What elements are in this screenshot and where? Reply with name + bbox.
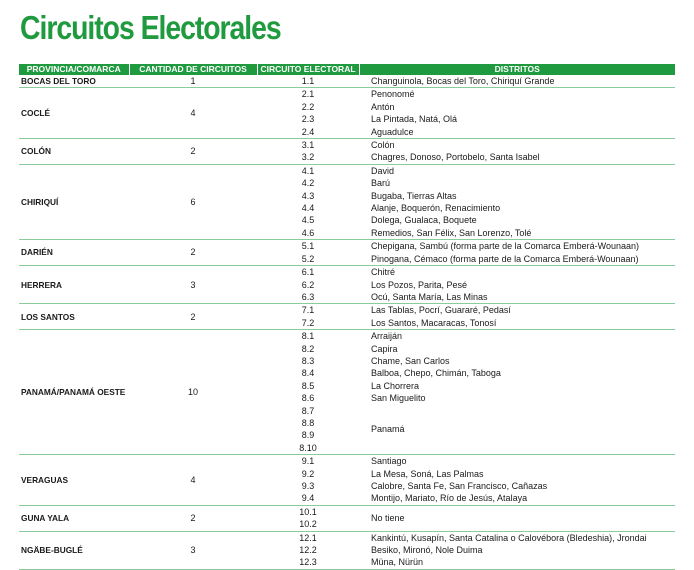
- province-name: NGÄBE-BUGLÉ: [19, 531, 129, 569]
- table-row: [19, 505, 675, 518]
- circuit-code: 8.8: [301, 417, 315, 428]
- districts: Chame, San Carlos: [371, 355, 450, 366]
- districts: Colón: [371, 140, 395, 151]
- circuit-code: 9.4: [257, 492, 359, 505]
- circuit-code: 8.9: [301, 430, 315, 441]
- districts: La Mesa, Soná, Las Palmas: [371, 468, 484, 479]
- districts: Dolega, Gualaca, Boquete: [371, 215, 477, 226]
- circuit-code: 6.1: [301, 267, 315, 278]
- header-provincia: PROVINCIA/COMARCA: [19, 64, 129, 75]
- province-name: CHIRIQUÍ: [19, 164, 129, 239]
- circuit-code: 3.1: [301, 140, 315, 151]
- province-name: COLÓN: [19, 139, 129, 165]
- table-row: [19, 240, 675, 253]
- districts: Besiko, Mironó, Nole Duima: [371, 545, 483, 556]
- districts: La Pintada, Natá, Olá: [371, 114, 458, 125]
- table-row: [19, 88, 675, 101]
- districts: Las Tablas, Pocrí, Guararé, Pedasí: [371, 305, 511, 316]
- districts: Penonomé: [371, 89, 415, 100]
- circuit-code: 8.6: [301, 393, 315, 404]
- circuit-code: 1.1: [257, 75, 359, 88]
- page-title: Circuitos Electorales: [20, 9, 281, 46]
- circuit-count: 3: [129, 266, 257, 304]
- circuit-count: 3: [129, 531, 257, 569]
- table-row: [19, 139, 675, 152]
- circuit-code: 12.3: [257, 556, 359, 569]
- province-name: VERAGUAS: [19, 455, 129, 506]
- province-name: HERRERA: [19, 266, 129, 304]
- circuit-count: 6: [129, 164, 257, 239]
- districts: Müna, Nürün: [359, 556, 675, 569]
- circuit-code: 4.6: [257, 227, 359, 240]
- table-row: [19, 266, 675, 279]
- circuit-code: 9.3: [301, 481, 315, 491]
- districts: Los Santos, Macaracas, Tonosí: [359, 317, 675, 330]
- table-row: [19, 164, 675, 177]
- districts: Remedios, San Félix, San Lorenzo, Tolé: [359, 227, 675, 240]
- circuit-code: 10.2: [257, 518, 359, 531]
- province-name: COCLÉ: [19, 88, 129, 139]
- circuit-code: 6.3: [257, 291, 359, 304]
- province-name: GUNA YALA: [19, 505, 129, 531]
- districts: Changuinola, Bocas del Toro, Chiriquí Grande: [359, 75, 675, 88]
- districts: La Chorrera: [371, 380, 420, 391]
- districts: San Miguelito: [371, 393, 426, 404]
- circuit-code: 7.2: [257, 317, 359, 330]
- circuit-code: 8.4: [301, 368, 315, 379]
- table-row: [19, 304, 675, 317]
- circuits-table: [19, 64, 675, 570]
- circuit-count: 2: [129, 240, 257, 266]
- districts: Arraiján: [371, 331, 403, 342]
- districts: Pinogana, Cémaco (forma parte de la Comarca Emberá-Wounaan): [359, 253, 675, 266]
- districts: Aguadulce: [359, 126, 675, 139]
- circuit-count: 10: [129, 330, 257, 455]
- circuit-code: 8.10: [257, 442, 359, 455]
- circuit-code: 6.2: [301, 279, 315, 290]
- circuit-code: 8.5: [301, 380, 315, 391]
- circuit-code: 5.2: [257, 253, 359, 266]
- circuit-code: 9.2: [301, 468, 315, 479]
- districts: Antón: [371, 101, 395, 112]
- shared-districts: No tiene: [359, 505, 675, 531]
- header-circuito: CIRCUITO ELECTORAL: [257, 64, 359, 75]
- province-name: DARIÉN: [19, 240, 129, 266]
- circuit-code: 4.4: [301, 203, 315, 214]
- circuit-count: 2: [129, 139, 257, 165]
- circuit-code: 8.1: [301, 331, 315, 342]
- circuit-count: 4: [129, 88, 257, 139]
- districts: Chitré: [371, 267, 396, 278]
- table-row: [19, 330, 675, 343]
- circuit-code: 12.2: [299, 545, 317, 556]
- districts: Los Pozos, Parita, Pesé: [371, 279, 468, 290]
- circuit-code: 9.1: [301, 456, 315, 467]
- table-row: [19, 75, 675, 88]
- circuit-code: 4.3: [301, 190, 315, 201]
- circuit-code: 8.3: [301, 355, 315, 366]
- districts: Alanje, Boquerón, Renacimiento: [371, 203, 501, 214]
- circuit-code: 2.1: [301, 89, 315, 100]
- circuit-count: 2: [129, 505, 257, 531]
- circuit-code: 4.5: [301, 215, 315, 226]
- circuit-code: 2.3: [301, 114, 315, 125]
- circuit-count: 4: [129, 455, 257, 506]
- circuit-code: 5.1: [301, 241, 315, 252]
- circuit-code: 7.1: [301, 305, 315, 316]
- circuit-code: 2.2: [301, 101, 315, 112]
- districts: Ocú, Santa María, Las Minas: [359, 291, 675, 304]
- circuit-code: 3.2: [257, 151, 359, 164]
- circuit-count: 1: [129, 75, 257, 88]
- districts: Capira: [371, 343, 398, 354]
- circuit-code: 2.4: [257, 126, 359, 139]
- province-name: PANAMÁ/PANAMÁ OESTE: [19, 330, 129, 455]
- shared-districts: Panamá: [359, 405, 675, 455]
- province-name: LOS SANTOS: [19, 304, 129, 330]
- districts: Calobre, Santa Fe, San Francisco, Cañazas: [371, 481, 548, 491]
- districts: Barú: [371, 178, 391, 189]
- districts: Balboa, Chepo, Chimán, Taboga: [371, 368, 501, 379]
- circuit-code: 8.2: [301, 343, 315, 354]
- header-cantidad: CANTIDAD DE CIRCUITOS: [129, 64, 257, 75]
- districts: David: [371, 165, 395, 176]
- table-row: [19, 531, 675, 544]
- districts: Santiago: [371, 456, 407, 467]
- table-row: [19, 455, 675, 468]
- districts: Kankintú, Kusapín, Santa Catalina o Calovébora (Bledeshia), Jrondai: [371, 532, 647, 543]
- table-body: [19, 75, 675, 569]
- districts: Chagres, Donoso, Portobelo, Santa Isabel: [359, 151, 675, 164]
- districts: Chepigana, Sambú (forma parte de la Comarca Emberá-Wounaan): [371, 241, 639, 252]
- circuit-count: 2: [129, 304, 257, 330]
- circuit-code: 4.1: [301, 165, 315, 176]
- circuit-code: 10.1: [299, 506, 317, 517]
- districts: Bugaba, Tierras Altas: [371, 190, 457, 201]
- province-name: BOCAS DEL TORO: [19, 75, 129, 88]
- circuit-code: 4.2: [301, 178, 315, 189]
- circuit-code: 8.7: [301, 405, 315, 416]
- districts: Montijo, Mariato, Río de Jesús, Atalaya: [359, 492, 675, 505]
- table-header-row: [19, 64, 675, 75]
- header-distritos: DISTRITOS: [359, 64, 675, 75]
- circuit-code: 12.1: [299, 532, 317, 543]
